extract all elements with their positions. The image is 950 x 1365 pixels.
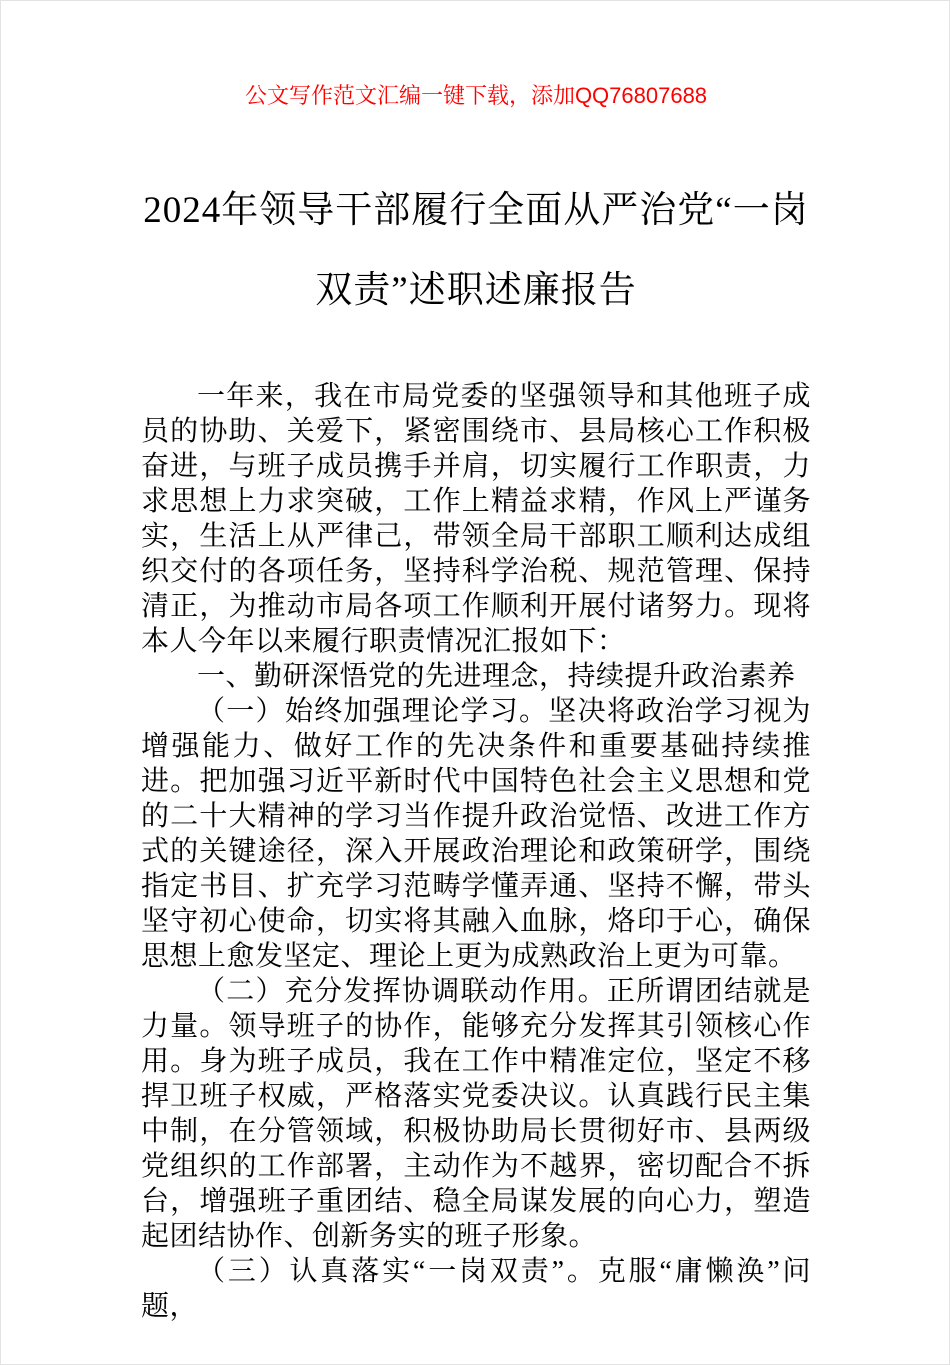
section-heading-1: 一、勤研深悟党的先进理念，持续提升政治素养: [197, 661, 796, 692]
document-body: [141, 379, 811, 1324]
paragraph-intro: 一年来，我在市局党委的坚强领导和其他班子成员的协助、关爱下，紧密围绕市、县局核心工作积极奋进，与班子成员携手并肩，切实履行工作职责，力求思想上力求突破，工作上精益求精，作风上严谨务实，生活上从严律己，带领全局干部职工顺利达成组织交付的各项任务，坚持科学治税、规范管理、保持清正，为推动市局各项工作顺利开展付诸努力。现将本人今年以来履行职责情况汇报如下：: [141, 381, 811, 657]
header-notice: 公文写作范文汇编一键下载，添加QQ76807688: [244, 83, 708, 108]
paragraph-section-1-1: （一）始终加强理论学习。坚决将政治学习视为增强能力、做好工作的先决条件和重要基础持续推进。把加强习近平新时代中国特色社会主义思想和党的二十大精神的学习当作提升政治觉悟、改进工作方式的关键途径，深入开展政治理论和政策研学，围绕指定书目、扩充学习范畴学懂弄通、坚持不懈，带头坚守初心使命，切实将其融入血脉，烙印于心，确保思想上愈发坚定、理论上更为成熟政治上更为可靠。: [141, 696, 811, 972]
paragraph-section-1-3: （三）认真落实“一岗双责”。克服“庸懒涣”问题，: [141, 1256, 811, 1322]
document-title: 2024年领导干部履行全面从严治党“一岗双责”述职述廉报告: [143, 190, 809, 311]
paragraph-section-1-2: （二）充分发挥协调联动作用。正所谓团结就是力量。领导班子的协作，能够充分发挥其引领核心作用。身为班子成员，我在工作中精准定位，坚定不移捍卫班子权威，严格落实党委决议。认真践行民主集中制，在分管领域，积极协助局长贯彻好市、县两级党组织的工作部署，主动作为不越界，密切配合不拆台，增强班子重团结、稳全局谋发展的向心力，塑造起团结协作、创新务实的班子形象。: [141, 976, 811, 1252]
